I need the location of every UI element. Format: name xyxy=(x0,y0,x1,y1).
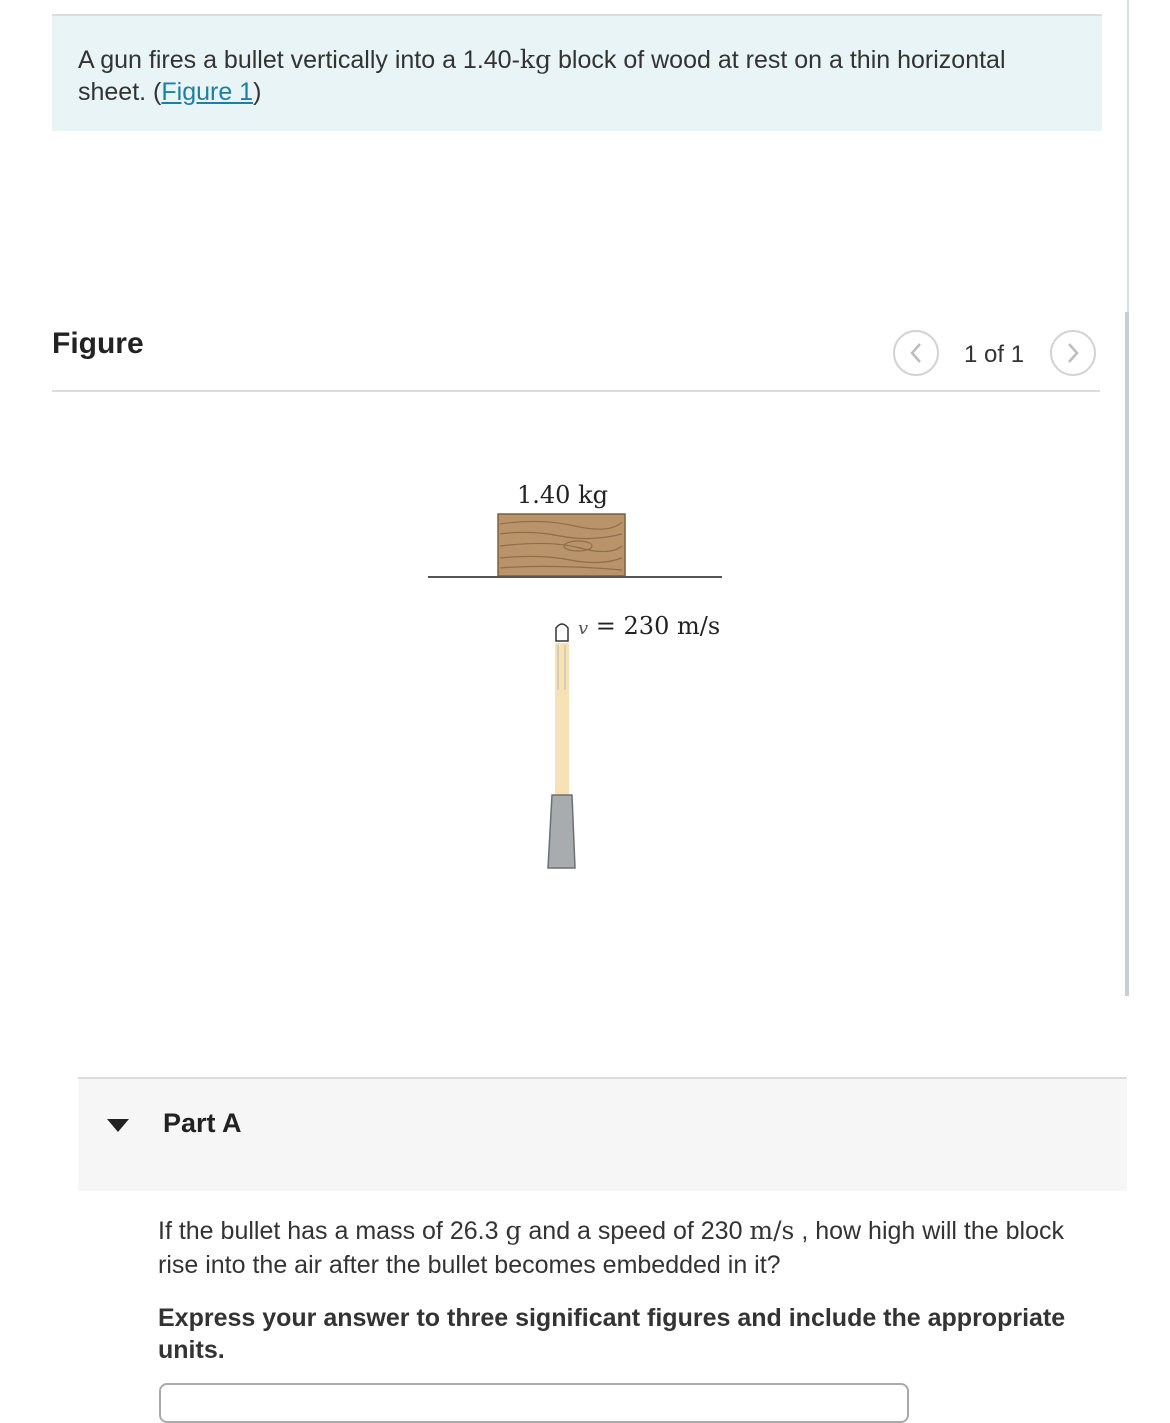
figure-title: Figure xyxy=(52,327,144,360)
wood-block xyxy=(498,514,625,576)
figure-counter: 1 of 1 xyxy=(964,341,1025,368)
problem-mass-unit: kg xyxy=(519,45,552,74)
figure-image xyxy=(400,460,740,880)
problem-statement xyxy=(52,16,1102,131)
question-mass-unit: g xyxy=(505,1216,522,1245)
answer-instruction: Express your answer to three significant figures and include the appropriate units. xyxy=(158,1304,1066,1364)
previous-figure-button[interactable] xyxy=(893,330,939,376)
figure-divider xyxy=(52,390,1100,392)
scroll-track[interactable] xyxy=(1125,312,1129,996)
chevron-left-icon xyxy=(909,342,923,364)
velocity-label: v = 230 m/s xyxy=(578,612,721,640)
caret-down-icon[interactable] xyxy=(107,1119,129,1132)
question-speed-unit: m/s xyxy=(749,1216,795,1245)
question-text-3: , how high will the block rise into the air after the bullet becomes embedded in it? xyxy=(158,1217,1064,1279)
gun-barrel xyxy=(548,795,575,868)
bullet-trail xyxy=(555,643,569,795)
problem-text-2: block of wood at rest on a thin horizontal sheet. ( xyxy=(78,46,1006,106)
next-figure-button[interactable] xyxy=(1050,330,1096,376)
bullet xyxy=(556,624,568,641)
figure-link[interactable]: Figure 1 xyxy=(161,78,254,106)
part-a-question xyxy=(158,1214,1088,1282)
chevron-right-icon xyxy=(1066,342,1080,364)
block-mass-label: 1.40 kg xyxy=(517,481,608,509)
answer-input[interactable] xyxy=(159,1383,909,1423)
part-a-title[interactable]: Part A xyxy=(163,1108,242,1138)
problem-text-1: A gun fires a bullet vertically into a 1.40- xyxy=(78,46,520,74)
problem-text-3: ) xyxy=(253,78,262,106)
question-text-1: If the bullet has a mass of 26.3 xyxy=(158,1217,506,1245)
question-text-2: and a speed of 230 xyxy=(521,1217,750,1245)
